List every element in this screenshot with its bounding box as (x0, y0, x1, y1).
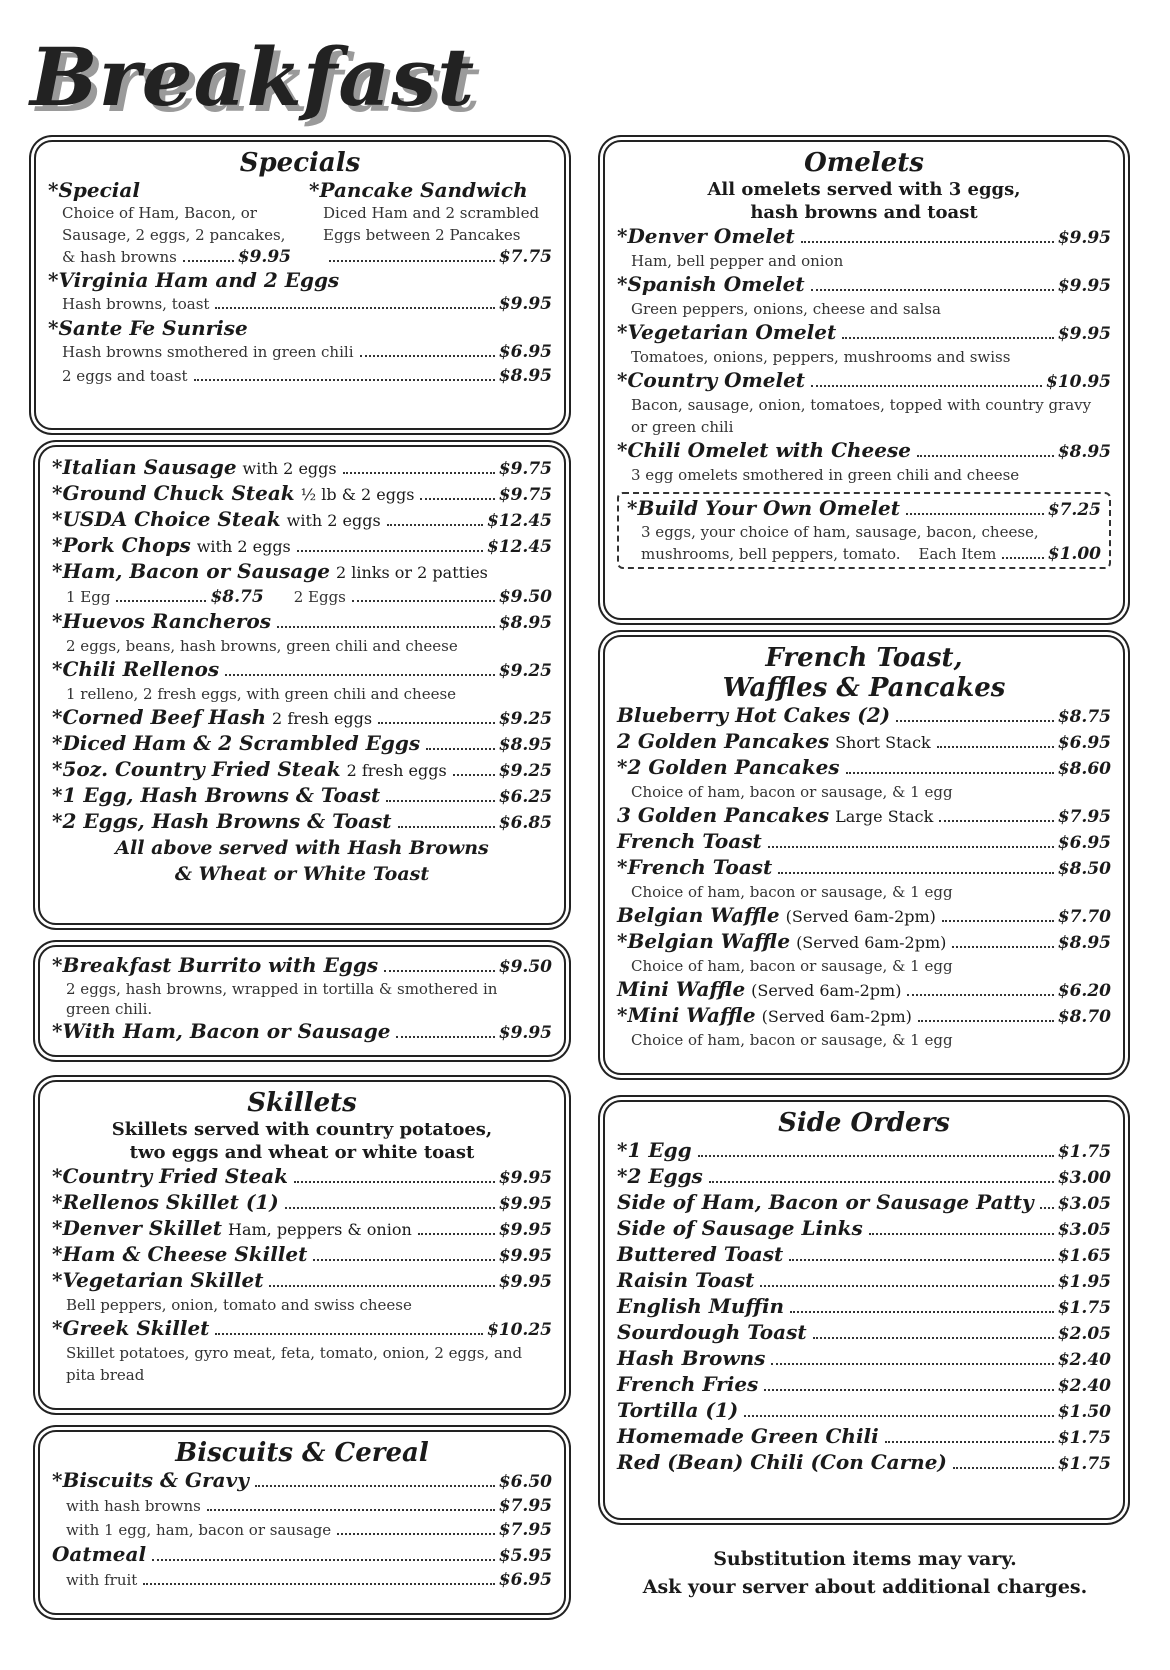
biscuit-item-price: $7.95 (498, 1520, 552, 1540)
dot-leader (953, 1467, 1054, 1469)
dot-leader (313, 1259, 494, 1261)
side-item-name: Side of Sausage Links (617, 1216, 863, 1240)
dot-leader (343, 472, 495, 474)
french-item-row (617, 903, 1111, 929)
french-item-row (617, 1003, 1111, 1029)
special-desc-2: Sausage, 2 eggs, 2 pancakes, (62, 226, 286, 244)
virginia-price: $9.95 (498, 294, 552, 314)
special-name: *Special (48, 178, 140, 202)
french-item-extra: (Served 6am-2pm) (785, 907, 936, 926)
build-desc: 3 eggs, your choice of ham, sausage, bacon, cheese, (641, 523, 1039, 541)
plate-item-extra: with 2 eggs (196, 537, 291, 556)
french-item-name: *2 Golden Pancakes (617, 755, 840, 779)
skillet-item-price: $10.25 (486, 1320, 552, 1340)
side-item-price: $1.95 (1057, 1272, 1111, 1292)
sides-heading: Side Orders (778, 1108, 950, 1138)
french-item-price: $6.95 (1057, 733, 1111, 753)
side-item-price: $2.05 (1057, 1324, 1111, 1344)
burrito-section (38, 945, 566, 1057)
sante-fe-desc-1: Hash browns smothered in green chili (62, 343, 354, 361)
skillet-item-price: $9.95 (498, 1246, 552, 1266)
omelet-item-desc: 3 egg omelets smothered in green chili and cheese (631, 466, 1020, 484)
menu-title: Breakfast (30, 30, 476, 124)
biscuit-item-price: $6.50 (498, 1472, 552, 1492)
french-item-extra: Large Stack (835, 807, 934, 826)
dot-leader (896, 720, 1054, 722)
plates-note-2: & Wheat or White Toast (174, 863, 430, 885)
skillets-section (38, 1080, 566, 1410)
pancake-sandwich-desc-1: Diced Ham and 2 scrambled (323, 204, 540, 222)
skillet-item-name: *Greek Skillet (52, 1316, 210, 1340)
plate-item-extra: with 2 eggs (286, 511, 381, 530)
huevos-price: $8.95 (498, 613, 552, 633)
skillet-item-name: *Rellenos Skillet (1) (52, 1190, 279, 1214)
dot-leader (255, 1485, 495, 1487)
plate-item-name: *Pork Chops (52, 533, 191, 557)
omelet-item-price: $10.95 (1045, 372, 1111, 392)
plate-item-row (52, 757, 552, 783)
plate-item-name: *1 Egg, Hash Browns & Toast (52, 783, 381, 807)
dot-leader (378, 722, 495, 724)
dot-leader (811, 289, 1054, 291)
dot-leader (789, 1259, 1054, 1261)
side-item-name: Sourdough Toast (617, 1320, 807, 1344)
french-item-name: *French Toast (617, 855, 773, 879)
virginia-desc: Hash browns, toast (62, 295, 210, 313)
dot-leader (813, 1337, 1054, 1339)
side-item-name: French Fries (617, 1372, 759, 1396)
biscuit-item-name: with hash browns (66, 1497, 201, 1515)
side-item-row (617, 1372, 1111, 1398)
virginia-name: *Virginia Ham and 2 Eggs (48, 268, 340, 292)
ham-name: *Ham, Bacon or Sausage (52, 559, 330, 583)
dot-leader (768, 846, 1054, 848)
build-name: *Build Your Own Omelet (627, 496, 900, 520)
dot-leader (297, 550, 483, 552)
skillet-item-name: *Ham & Cheese Skillet (52, 1242, 308, 1266)
side-item-price: $1.65 (1057, 1246, 1111, 1266)
footer-note (630, 1545, 1100, 1601)
omelet-item-row (617, 272, 1111, 298)
dot-leader (952, 946, 1053, 948)
skillet-item-row (52, 1268, 552, 1294)
french-item-price: $6.20 (1057, 981, 1111, 1001)
plate-item-row (52, 455, 552, 481)
french-item-price: $8.70 (1057, 1007, 1111, 1027)
dot-leader (907, 994, 1053, 996)
plate-item-price: $9.75 (498, 485, 552, 505)
plate-item-row (52, 809, 552, 835)
dot-leader (294, 1181, 495, 1183)
omelet-item-price: $9.95 (1057, 276, 1111, 296)
ham-price-2: $9.50 (498, 587, 552, 607)
dot-leader (942, 920, 1054, 922)
plate-item-row (52, 533, 552, 559)
plate-item-extra: ½ lb & 2 eggs (300, 485, 415, 504)
omelet-item-desc: Tomatoes, onions, peppers, mushrooms and swiss (631, 348, 1011, 366)
skillet-item-price: $9.95 (498, 1272, 552, 1292)
plate-item-name: *USDA Choice Steak (52, 507, 281, 531)
sante-fe-price-1: $6.95 (498, 342, 552, 362)
dot-leader (790, 1311, 1054, 1313)
plate-item-price: $12.45 (486, 511, 552, 531)
side-item-price: $3.05 (1057, 1194, 1111, 1214)
dot-leader (846, 772, 1054, 774)
plate-item-extra: 2 fresh eggs (346, 761, 447, 780)
build-price: $7.25 (1047, 500, 1101, 520)
omelet-item-price: $8.95 (1057, 442, 1111, 462)
biscuit-item-price: $5.95 (498, 1546, 552, 1566)
huevos-name: *Huevos Rancheros (52, 609, 271, 633)
side-item-name: Hash Browns (617, 1346, 766, 1370)
omelet-item-desc: Bacon, sausage, onion, tomatoes, topped with country gravy or green chili (631, 396, 1092, 436)
biscuit-item-name: *Biscuits & Gravy (52, 1468, 249, 1492)
dot-leader (143, 1583, 494, 1585)
dot-leader (387, 524, 483, 526)
plate-item-row (52, 783, 552, 809)
dot-leader (269, 1285, 494, 1287)
omelet-item-name: *Vegetarian Omelet (617, 320, 837, 344)
side-item-name: Side of Ham, Bacon or Sausage Patty (617, 1190, 1034, 1214)
dot-leader (869, 1233, 1054, 1235)
french-item-desc: Choice of ham, bacon or sausage, & 1 egg (631, 883, 953, 901)
french-item-name: Mini Waffle (617, 977, 746, 1001)
dot-leader (771, 1363, 1053, 1365)
plate-item-price: $8.95 (498, 735, 552, 755)
biscuit-item-price: $6.95 (498, 1570, 552, 1590)
biscuits-heading: Biscuits & Cereal (175, 1438, 429, 1468)
skillet-item-row (52, 1164, 552, 1190)
special-price: $9.95 (237, 247, 291, 267)
burrito-name: *Breakfast Burrito with Eggs (52, 953, 379, 977)
skillet-item-row (52, 1216, 552, 1242)
french-item-row (617, 977, 1111, 1003)
build-own-omelet (617, 492, 1111, 569)
french-item-name: Blueberry Hot Cakes (2) (617, 703, 891, 727)
skillet-item-name: *Country Fried Steak (52, 1164, 289, 1188)
french-item-row (617, 803, 1111, 829)
biscuits-section (38, 1430, 566, 1615)
plate-item-name: *5oz. Country Fried Steak (52, 757, 341, 781)
dot-leader (939, 820, 1053, 822)
side-item-price: $1.75 (1057, 1298, 1111, 1318)
omelets-section (603, 140, 1125, 620)
dot-leader (285, 1207, 495, 1209)
footer-line-2: Ask your server about additional charges. (642, 1576, 1088, 1598)
dot-leader (207, 1509, 495, 1511)
side-item-row (617, 1398, 1111, 1424)
skillet-item-desc: Skillet potatoes, gyro meat, feta, tomato, onion, 2 eggs, and pita bread (66, 1344, 523, 1384)
burrito-price: $9.50 (498, 957, 552, 977)
skillet-item-extra: Ham, peppers & onion (227, 1220, 412, 1239)
plate-item-price: $9.25 (498, 709, 552, 729)
french-item-extra: Short Stack (835, 733, 931, 752)
side-item-row (617, 1268, 1111, 1294)
dot-leader (764, 1389, 1053, 1391)
french-item-name: *Belgian Waffle (617, 929, 791, 953)
burrito-desc-1: 2 eggs, hash browns, wrapped in tortilla & smothered in (66, 980, 498, 998)
side-item-name: Buttered Toast (617, 1242, 784, 1266)
plate-item-name: *Corned Beef Hash (52, 705, 267, 729)
french-item-name: 3 Golden Pancakes (617, 803, 830, 827)
side-item-price: $1.75 (1057, 1142, 1111, 1162)
skillet-item-desc: Bell peppers, onion, tomato and swiss cheese (66, 1296, 412, 1314)
french-item-name: French Toast (617, 829, 762, 853)
skillet-item-price: $9.95 (498, 1168, 552, 1188)
dot-leader (709, 1181, 1054, 1183)
french-item-price: $8.50 (1057, 859, 1111, 879)
biscuit-item-row (52, 1518, 552, 1542)
dot-leader (744, 1415, 1054, 1417)
huevos-desc: 2 eggs, beans, hash browns, green chili and cheese (66, 637, 458, 655)
french-item-price: $8.75 (1057, 707, 1111, 727)
skillet-item-row (52, 1242, 552, 1268)
french-item-extra: (Served 6am-2pm) (751, 981, 902, 1000)
dot-leader (760, 1285, 1053, 1287)
plate-item-name: *Italian Sausage (52, 455, 237, 479)
plate-item-name: *Diced Ham & 2 Scrambled Eggs (52, 731, 421, 755)
plate-item-row (52, 507, 552, 533)
dot-leader (885, 1441, 1054, 1443)
dot-leader (426, 748, 495, 750)
skillets-sub-2: two eggs and wheat or white toast (129, 1142, 475, 1163)
omelet-item-row (617, 368, 1111, 394)
side-item-row (617, 1138, 1111, 1164)
skillet-item-price: $9.95 (498, 1220, 552, 1240)
specials-heading: Specials (239, 148, 361, 178)
french-item-price: $8.60 (1057, 759, 1111, 779)
burrito-name-2: *With Ham, Bacon or Sausage (52, 1019, 391, 1043)
plate-item-row (52, 731, 552, 757)
skillet-item-price: $9.95 (498, 1194, 552, 1214)
side-item-price: $2.40 (1057, 1350, 1111, 1370)
dot-leader (1040, 1207, 1054, 1209)
sante-fe-name: *Sante Fe Sunrise (48, 316, 248, 340)
skillet-item-name: *Vegetarian Skillet (52, 1268, 264, 1292)
side-orders-section (603, 1100, 1125, 1520)
plate-item-row (52, 705, 552, 731)
dot-leader (386, 800, 495, 802)
french-item-price: $6.95 (1057, 833, 1111, 853)
skillets-sub-1: Skillets served with country potatoes, (111, 1119, 493, 1140)
dot-leader (842, 337, 1054, 339)
french-item-row (617, 755, 1111, 781)
rellenos-name: *Chili Rellenos (52, 657, 220, 681)
plate-item-price: $6.25 (498, 787, 552, 807)
omelet-item-row (617, 224, 1111, 250)
biscuit-item-name: Oatmeal (52, 1542, 147, 1566)
french-item-row (617, 703, 1111, 729)
omelet-item-row (617, 320, 1111, 346)
ham-opt-2: 2 Eggs (293, 588, 346, 606)
side-item-name: Red (Bean) Chili (Con Carne) (617, 1450, 947, 1474)
dot-leader (778, 872, 1054, 874)
french-item-name: *Mini Waffle (617, 1003, 756, 1027)
plate-item-price: $9.25 (498, 761, 552, 781)
omelet-item-name: *Denver Omelet (617, 224, 795, 248)
french-heading-1: French Toast, (765, 643, 963, 673)
omelets-sub-1: All omelets served with 3 eggs, (707, 179, 1021, 200)
side-item-name: Raisin Toast (617, 1268, 755, 1292)
rellenos-desc: 1 relleno, 2 fresh eggs, with green chili and cheese (66, 685, 457, 703)
side-item-row (617, 1216, 1111, 1242)
sante-fe-price-2: $8.95 (498, 366, 552, 386)
plate-item-price: $6.85 (498, 813, 552, 833)
side-item-name: Homemade Green Chili (617, 1424, 879, 1448)
biscuit-item-price: $7.95 (498, 1496, 552, 1516)
side-item-name: *2 Eggs (617, 1164, 703, 1188)
french-item-row (617, 929, 1111, 955)
side-item-row (617, 1320, 1111, 1346)
french-item-row (617, 855, 1111, 881)
ham-extra: 2 links or 2 patties (336, 563, 488, 582)
side-item-price: $1.75 (1057, 1428, 1111, 1448)
omelets-heading: Omelets (804, 148, 924, 178)
dot-leader (215, 1333, 483, 1335)
dot-leader (420, 498, 494, 500)
biscuit-item-row (52, 1568, 552, 1592)
omelet-item-row (617, 438, 1111, 464)
french-item-price: $7.95 (1057, 807, 1111, 827)
sante-fe-desc-2: 2 eggs and toast (62, 367, 188, 385)
side-item-price: $2.40 (1057, 1376, 1111, 1396)
specials-section (34, 140, 566, 430)
french-item-desc: Choice of ham, bacon or sausage, & 1 egg (631, 783, 953, 801)
skillets-heading: Skillets (247, 1088, 357, 1118)
side-item-row (617, 1450, 1111, 1476)
plates-section (38, 445, 566, 925)
skillet-item-name: *Denver Skillet (52, 1216, 222, 1240)
side-item-price: $3.00 (1057, 1168, 1111, 1188)
side-item-price: $1.50 (1057, 1402, 1111, 1422)
pancake-sandwich-desc-2: Eggs between 2 Pancakes (323, 226, 521, 244)
omelet-item-price: $9.95 (1057, 228, 1111, 248)
special-desc-3: & hash browns (62, 248, 177, 266)
build-desc-2: mushrooms, bell peppers, tomato. (641, 545, 901, 563)
french-item-extra: (Served 6am-2pm) (796, 933, 947, 952)
biscuit-item-row (52, 1494, 552, 1518)
biscuit-item-name: with fruit (66, 1571, 138, 1589)
omelets-sub-2: hash browns and toast (750, 202, 978, 223)
french-item-extra: (Served 6am-2pm) (761, 1007, 912, 1026)
biscuit-item-row (52, 1542, 552, 1568)
omelet-item-desc: Green peppers, onions, cheese and salsa (631, 300, 941, 318)
side-item-name: *1 Egg (617, 1138, 692, 1162)
footer-line-1: Substitution items may vary. (713, 1548, 1017, 1570)
side-item-price: $3.05 (1057, 1220, 1111, 1240)
french-item-name: Belgian Waffle (617, 903, 780, 927)
side-item-name: English Muffin (617, 1294, 785, 1318)
french-heading-2: Waffles & Pancakes (722, 673, 1006, 703)
plate-item-price: $12.45 (486, 537, 552, 557)
dot-leader (698, 1155, 1054, 1157)
rellenos-price: $9.25 (498, 661, 552, 681)
plate-item-name: *Ground Chuck Steak (52, 481, 295, 505)
french-item-price: $8.95 (1057, 933, 1111, 953)
dot-leader (918, 1020, 1054, 1022)
dot-leader (398, 826, 495, 828)
plate-item-price: $9.75 (498, 459, 552, 479)
plate-item-extra: with 2 eggs (242, 459, 337, 478)
dot-leader (152, 1559, 495, 1561)
dot-leader (801, 241, 1054, 243)
ham-price-1: $8.75 (210, 587, 264, 607)
french-item-price: $7.70 (1057, 907, 1111, 927)
french-item-row (617, 729, 1111, 755)
burrito-desc-2: green chili. (66, 1000, 153, 1018)
special-desc-1: Choice of Ham, Bacon, or (62, 204, 257, 222)
french-item-desc: Choice of ham, bacon or sausage, & 1 egg (631, 957, 953, 975)
plate-item-name: *2 Eggs, Hash Browns & Toast (52, 809, 392, 833)
french-item-desc: Choice of ham, bacon or sausage, & 1 egg (631, 1031, 953, 1049)
pancake-sandwich-name: *Pancake Sandwich (309, 178, 528, 202)
side-item-price: $1.75 (1057, 1454, 1111, 1474)
skillet-item-row (52, 1316, 552, 1342)
pancake-sandwich-price: $7.75 (498, 247, 552, 267)
dot-leader (453, 774, 495, 776)
build-each: Each Item (918, 545, 997, 563)
side-item-row (617, 1424, 1111, 1450)
french-item-row (617, 829, 1111, 855)
french-item-name: 2 Golden Pancakes (617, 729, 830, 753)
omelet-item-name: *Chili Omelet with Cheese (617, 438, 911, 462)
plate-item-row (52, 481, 552, 507)
build-each-price: $1.00 (1047, 544, 1101, 564)
omelet-item-desc: Ham, bell pepper and onion (631, 252, 844, 270)
dot-leader (811, 385, 1042, 387)
plates-note-1: All above served with Hash Browns (115, 837, 489, 859)
omelet-item-name: *Spanish Omelet (617, 272, 805, 296)
side-item-row (617, 1294, 1111, 1320)
omelet-item-name: *Country Omelet (617, 368, 806, 392)
side-item-row (617, 1242, 1111, 1268)
ham-opt-1: 1 Egg (66, 588, 111, 606)
biscuit-item-row (52, 1468, 552, 1494)
dot-leader (937, 746, 1054, 748)
side-item-row (617, 1190, 1111, 1216)
burrito-price-2: $9.95 (498, 1023, 552, 1043)
biscuit-item-name: with 1 egg, ham, bacon or sausage (66, 1521, 332, 1539)
french-toast-section (603, 635, 1125, 1075)
side-item-row (617, 1346, 1111, 1372)
dot-leader (917, 455, 1054, 457)
dot-leader (337, 1533, 495, 1535)
side-item-row (617, 1164, 1111, 1190)
skillet-item-row (52, 1190, 552, 1216)
dot-leader (418, 1233, 495, 1235)
side-item-name: Tortilla (1) (617, 1398, 739, 1422)
plate-item-extra: 2 fresh eggs (272, 709, 373, 728)
omelet-item-price: $9.95 (1057, 324, 1111, 344)
